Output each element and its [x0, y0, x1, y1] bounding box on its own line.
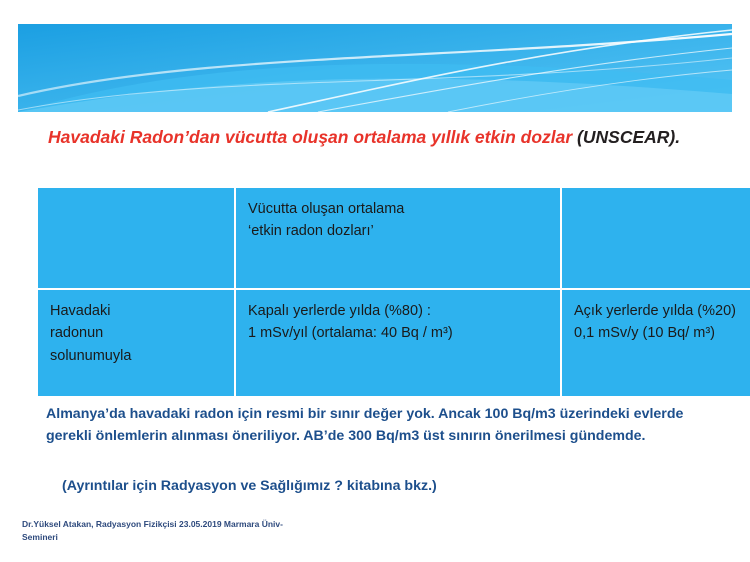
cell-outdoor-dose [561, 289, 750, 397]
cell-indoor-line-1: Kapalı yerlerde yılda (%80) : [248, 303, 431, 319]
footer-credit [22, 518, 542, 544]
cell-inhalation-line-1: Havadaki [50, 303, 111, 319]
header-banner [18, 24, 732, 112]
cell-outdoor-line-2: 0,1 mSv/y (10 Bq/ m³) [574, 325, 716, 342]
radon-dose-table [36, 186, 750, 398]
footer-line-1: Dr.Yüksel Atakan, Radyasyon Fizikçisi 23.05.2019 Marmara Üniv- [22, 519, 283, 529]
header-cell-empty-left [37, 187, 235, 289]
header-cell-empty-right [561, 187, 750, 289]
header-line-1: Vücutta oluşan ortalama [248, 201, 405, 217]
slide-title-main: Havadaki Radon’dan vücutta oluşan ortalama yıllık etkin dozlar [48, 127, 578, 147]
slide-title [48, 126, 708, 150]
footer-line-2: Semineri [22, 531, 58, 542]
table-header-row [37, 187, 750, 289]
table-row [37, 289, 750, 397]
reference-note: (Ayrıntılar için Radyasyon ve Sağlığımız ? kitabına bkz.) [62, 478, 437, 494]
cell-indoor-line-2: 1 mSv/yıl (ortalama: 40 Bq / m³) [248, 325, 453, 342]
slide-title-source: (UNSCEAR). [577, 127, 681, 147]
cell-indoor-dose [235, 289, 561, 397]
cell-inhalation-line-3: solunumuyla [50, 347, 132, 364]
cell-outdoor-line-1: Açık yerlerde yılda (%20) [574, 303, 736, 319]
cell-inhalation [37, 289, 235, 397]
banner-wave-graphic [18, 24, 732, 112]
cell-inhalation-line-2: radonun [50, 325, 104, 342]
header-cell-effective-dose [235, 187, 561, 289]
body-paragraph: Almanya’da havadaki radon için resmi bir sınır değer yok. Ancak 100 Bq/m3 üzerindeki evlerde gerekli önlemlerin alınması öneriliyor. AB’de 300 Bq/m3 üst sınırın önerilmesi gündemde. [46, 406, 684, 444]
header-line-2: ‘etkin radon dozları’ [248, 223, 374, 240]
